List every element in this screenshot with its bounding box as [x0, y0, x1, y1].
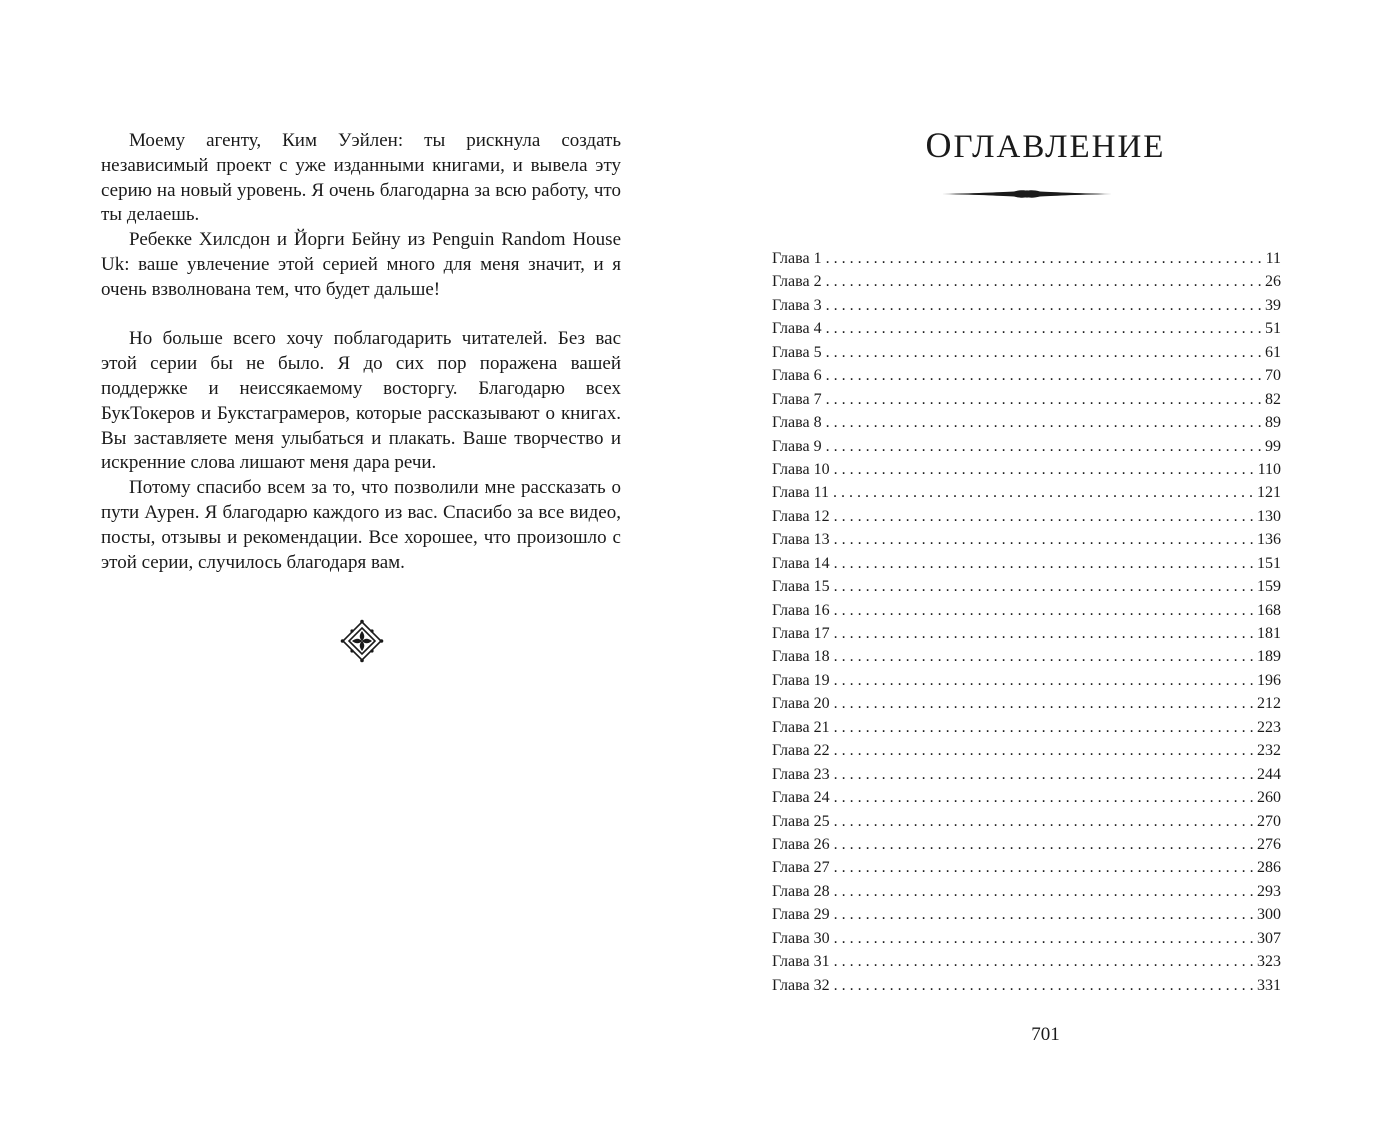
- toc-entry-page: 212: [1257, 695, 1281, 713]
- acknowledgements-text: [101, 129, 621, 575]
- decorative-divider-icon: [942, 186, 1112, 202]
- toc-leader-dots: [834, 856, 1253, 879]
- toc-entry[interactable]: [772, 880, 1281, 903]
- toc-entry-label: Глава 17: [772, 625, 830, 642]
- toc-entry-label: Глава 23: [772, 765, 830, 783]
- toc-entry[interactable]: [772, 599, 1281, 622]
- right-page: [697, 0, 1394, 1125]
- toc-leader-dots: [834, 505, 1253, 528]
- toc-entry-label: Глава 6: [772, 367, 822, 385]
- toc-entry-page: 300: [1257, 906, 1281, 924]
- toc-entry[interactable]: [772, 716, 1281, 739]
- toc-leader-dots: [834, 599, 1253, 622]
- toc-entry-page: 89: [1265, 414, 1281, 432]
- toc-entry[interactable]: [772, 974, 1281, 997]
- toc-entry-page: 196: [1257, 671, 1281, 689]
- toc-entry-label: Глава 4: [772, 320, 822, 338]
- toc-entry-label: Глава 24: [772, 789, 830, 807]
- toc-entry-page: 286: [1257, 859, 1281, 877]
- toc-entry-page: 159: [1257, 578, 1281, 596]
- toc-entry[interactable]: [772, 270, 1281, 293]
- toc-entry-page: 223: [1257, 718, 1281, 736]
- toc-entry-page: 181: [1257, 625, 1281, 642]
- toc-entry-page: 323: [1257, 953, 1281, 971]
- toc-leader-dots: [826, 364, 1261, 387]
- toc-entry-page: 121: [1257, 484, 1281, 502]
- title-first-letter: О: [925, 125, 954, 165]
- toc-entry-page: 70: [1265, 367, 1281, 385]
- toc-entry[interactable]: [772, 435, 1281, 458]
- paragraph-readers: Но больше всего хочу поблагодарить читателей. Без вас этой серии бы не было. Я до сих пор поражена вашей поддержке и неиссякаемому восторгу. Благодарю всех БукТокеров и Букстаграмеров, которые рассказывают о книгах. Вы заставляете меня улыбаться и плакать. Ваше творчество и искренние слова лишают меня дара речи.: [101, 328, 621, 474]
- toc-entry[interactable]: [772, 294, 1281, 317]
- toc-entry[interactable]: [772, 341, 1281, 364]
- toc-leader-dots: [834, 645, 1253, 668]
- toc-entry-page: 331: [1257, 976, 1281, 994]
- toc-entry[interactable]: [772, 669, 1281, 692]
- toc-entry-page: 110: [1257, 460, 1281, 478]
- toc-entry-label: Глава 19: [772, 671, 830, 689]
- toc-entry-page: 136: [1257, 531, 1281, 549]
- toc-entry-label: Глава 1: [772, 250, 822, 267]
- toc-leader-dots: [826, 411, 1261, 434]
- toc-entry-label: Глава 22: [772, 742, 830, 760]
- toc-leader-dots: [834, 974, 1253, 997]
- toc-leader-dots: [834, 833, 1253, 856]
- fleuron-ornament-icon: [340, 619, 384, 663]
- toc-entry[interactable]: [772, 247, 1281, 270]
- toc-entry-label: Глава 3: [772, 296, 822, 314]
- toc-entry-page: 244: [1257, 765, 1281, 783]
- toc-leader-dots: [834, 692, 1253, 715]
- toc-entry[interactable]: [772, 739, 1281, 762]
- toc-entry-page: 151: [1257, 554, 1281, 572]
- toc-leader-dots: [834, 716, 1253, 739]
- paragraph-agent: Моему агенту, Ким Уэйлен: ты рискнула создать независимый проект с уже изданными книгами, и вывела эту серию на новый уровень. Я очень благодарна за всю работу, что ты делаешь.: [101, 130, 621, 226]
- toc-entry[interactable]: [772, 856, 1281, 879]
- toc-leader-dots: [826, 270, 1261, 293]
- toc-entry-label: Глава 7: [772, 390, 822, 408]
- toc-entry-page: 276: [1257, 835, 1281, 853]
- toc-entry-label: Глава 31: [772, 953, 830, 971]
- toc-entry[interactable]: [772, 622, 1281, 645]
- toc-entry[interactable]: [772, 927, 1281, 950]
- toc-entry-label: Глава 12: [772, 507, 830, 525]
- toc-entry-label: Глава 15: [772, 578, 830, 596]
- toc-entry[interactable]: [772, 692, 1281, 715]
- toc-leader-dots: [834, 528, 1253, 551]
- toc-entry-label: Глава 16: [772, 601, 830, 619]
- toc-leader-dots: [834, 763, 1253, 786]
- toc-entry-label: Глава 8: [772, 414, 822, 432]
- toc-entry[interactable]: [772, 786, 1281, 809]
- toc-leader-dots: [826, 317, 1261, 340]
- toc-entry-page: 232: [1257, 742, 1281, 760]
- page-number: 701: [1031, 1024, 1060, 1045]
- toc-entry-label: Глава 20: [772, 695, 830, 713]
- toc-entry[interactable]: [772, 388, 1281, 411]
- toc-entry[interactable]: [772, 317, 1281, 340]
- toc-entry-label: Глава 32: [772, 976, 830, 994]
- toc-leader-dots: [834, 552, 1253, 575]
- toc-entry-page: 168: [1257, 601, 1281, 619]
- toc-entry-label: Глава 30: [772, 929, 830, 947]
- toc-entry-page: 51: [1265, 320, 1281, 338]
- toc-entry-label: Глава 11: [772, 484, 829, 502]
- toc-leader-dots: [834, 575, 1253, 598]
- paragraph-publisher: Ребекке Хилсдон и Йорги Бейну из Penguin Random House Uk: ваше увлечение этой серией много для меня значит, и я очень взволнована тем, что будет дальше!: [101, 229, 621, 300]
- toc-entry-page: 130: [1257, 507, 1281, 525]
- toc-entry-page: 39: [1265, 296, 1281, 314]
- toc-entry-label: Глава 21: [772, 718, 830, 736]
- toc-entry-label: Глава 10: [772, 460, 830, 478]
- page-title: [697, 124, 1394, 166]
- toc-entry-page: 61: [1265, 343, 1281, 361]
- toc-entry-page: 270: [1257, 812, 1281, 830]
- toc-entry-label: Глава 27: [772, 859, 830, 877]
- toc-entry-label: Глава 2: [772, 273, 822, 291]
- toc-entry[interactable]: [772, 763, 1281, 786]
- toc-leader-dots: [834, 880, 1253, 903]
- toc-leader-dots: [826, 294, 1261, 317]
- toc-leader-dots: [834, 927, 1253, 950]
- toc-leader-dots: [833, 481, 1253, 504]
- toc-entry[interactable]: [772, 528, 1281, 551]
- toc-entry[interactable]: [772, 458, 1281, 481]
- toc-entry-page: 260: [1257, 789, 1281, 807]
- toc-entry[interactable]: [772, 645, 1281, 668]
- toc-entry[interactable]: [772, 505, 1281, 528]
- toc-entry-page: 189: [1257, 648, 1281, 666]
- toc-entry-label: Глава 18: [772, 648, 830, 666]
- toc-entry-page: 82: [1265, 390, 1281, 408]
- toc-entry[interactable]: [772, 552, 1281, 575]
- toc-leader-dots: [826, 388, 1261, 411]
- toc-entry-label: Глава 9: [772, 437, 822, 455]
- toc-entry[interactable]: [772, 364, 1281, 387]
- table-of-contents: [772, 247, 1281, 997]
- toc-entry[interactable]: [772, 575, 1281, 598]
- toc-leader-dots: [834, 950, 1253, 973]
- toc-leader-dots: [834, 739, 1253, 762]
- toc-entry[interactable]: [772, 903, 1281, 926]
- toc-leader-dots: [834, 622, 1253, 645]
- toc-leader-dots: [834, 903, 1253, 926]
- title-rest: ГЛАВЛЕНИЕ: [953, 129, 1166, 165]
- toc-entry[interactable]: [772, 481, 1281, 504]
- toc-entry[interactable]: [772, 411, 1281, 434]
- toc-entry[interactable]: [772, 950, 1281, 973]
- toc-entry-label: Глава 13: [772, 531, 830, 549]
- toc-entry-label: Глава 14: [772, 554, 830, 572]
- toc-leader-dots: [834, 669, 1253, 692]
- toc-entry-label: Глава 5: [772, 343, 822, 361]
- toc-leader-dots: [834, 786, 1253, 809]
- toc-leader-dots: [834, 458, 1254, 481]
- toc-entry-page: 11: [1265, 250, 1281, 267]
- toc-leader-dots: [826, 247, 1262, 270]
- toc-entry-page: 99: [1265, 437, 1281, 455]
- toc-entry-label: Глава 29: [772, 906, 830, 924]
- toc-entry-page: 26: [1265, 273, 1281, 291]
- toc-entry-label: Глава 26: [772, 835, 830, 853]
- toc-entry[interactable]: [772, 810, 1281, 833]
- toc-leader-dots: [834, 810, 1253, 833]
- toc-entry-page: 307: [1257, 929, 1281, 947]
- toc-entry[interactable]: [772, 833, 1281, 856]
- toc-entry-label: Глава 28: [772, 882, 830, 900]
- paragraph-thanks: Потому спасибо всем за то, что позволили мне рассказать о пути Аурен. Я благодарю каждого из вас. Спасибо за все видео, посты, отзывы и рекомендации. Все хорошее, что произошло с этой серии, случилось благодаря вам.: [101, 477, 621, 573]
- toc-leader-dots: [826, 435, 1261, 458]
- toc-entry-page: 293: [1257, 882, 1281, 900]
- toc-leader-dots: [826, 341, 1261, 364]
- toc-entry-label: Глава 25: [772, 812, 830, 830]
